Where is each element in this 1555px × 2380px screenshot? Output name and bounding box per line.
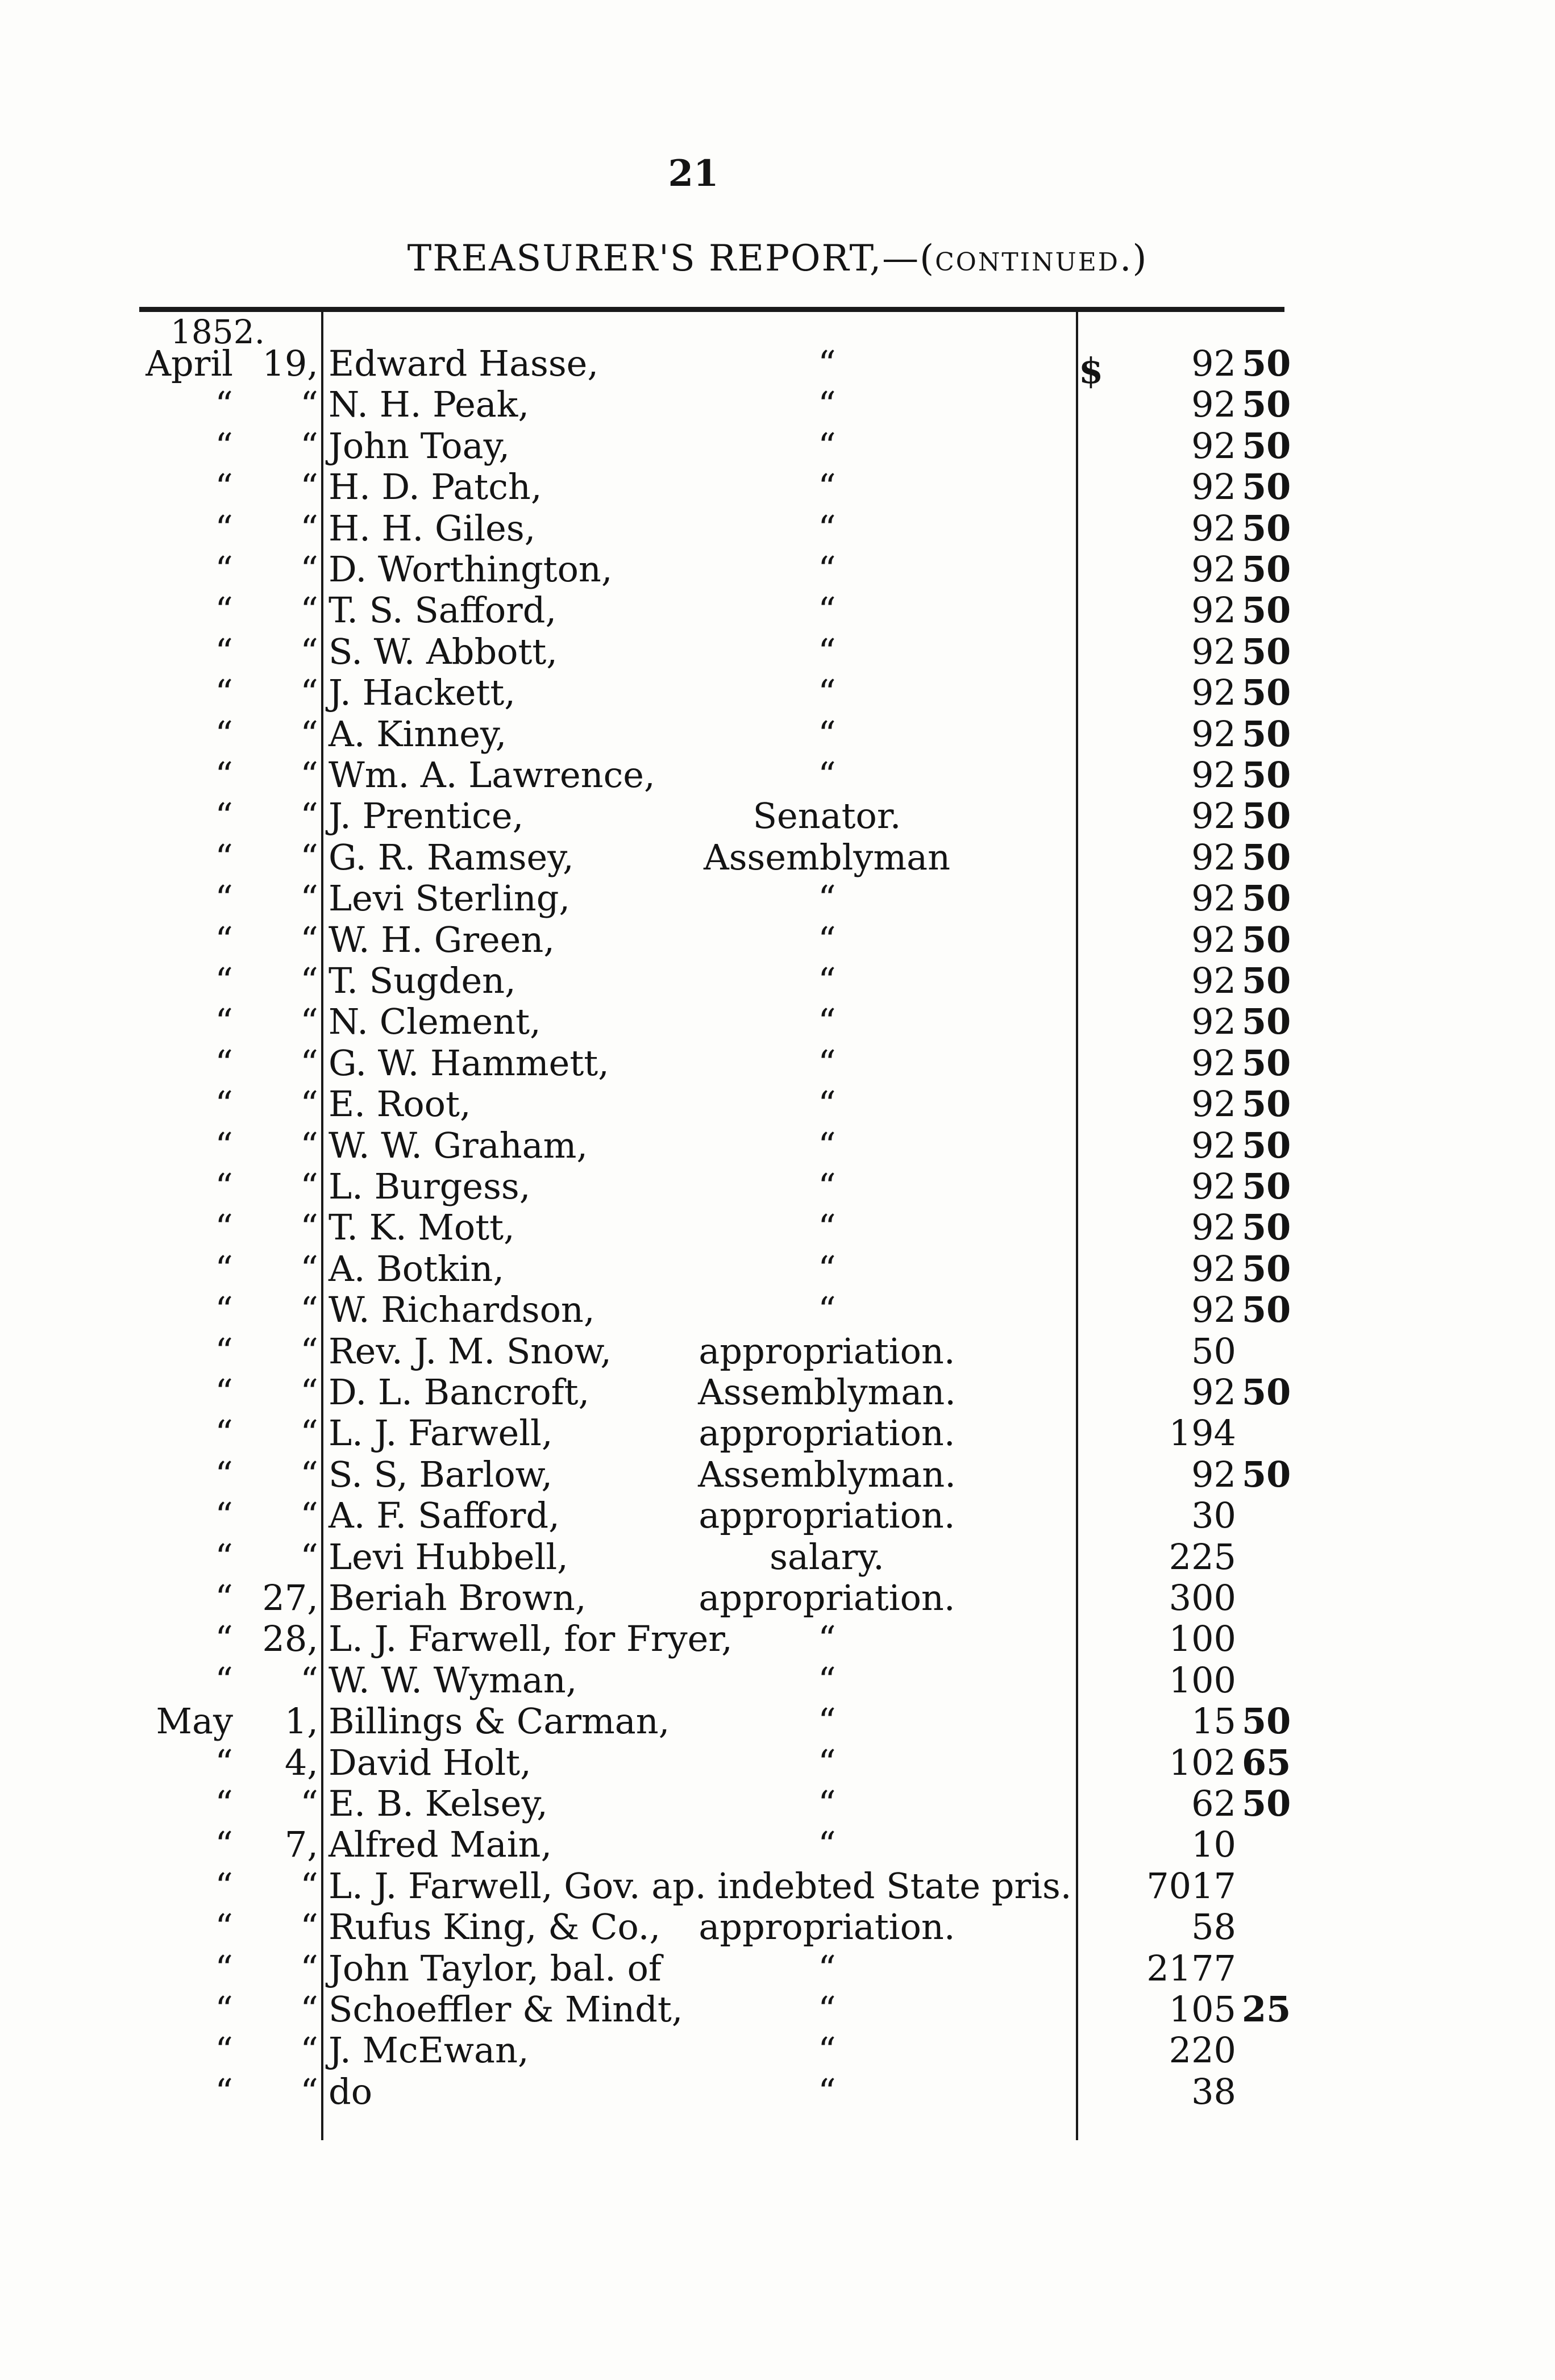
ledger-dollars: 100 <box>1169 1659 1236 1701</box>
ledger-description: “ <box>818 507 836 549</box>
ledger-description: “ <box>818 754 836 796</box>
ledger-row <box>0 1495 1555 1536</box>
ledger-day: “ <box>300 1412 318 1454</box>
ledger-dollars: 92 <box>1191 713 1236 755</box>
ledger-day: “ <box>300 1495 318 1537</box>
ledger-cents: 65 <box>1242 1741 1291 1783</box>
ledger-month: “ <box>215 1906 233 1948</box>
ledger-day: “ <box>300 836 318 878</box>
ledger-day: “ <box>300 384 318 426</box>
ledger-dollars: 62 <box>1191 1783 1236 1824</box>
ledger-payee: Levi Sterling, <box>329 877 571 919</box>
ledger-description: “ <box>818 589 836 631</box>
ledger-month: “ <box>215 1495 233 1537</box>
ledger-row <box>0 1454 1555 1495</box>
page-title-continued: CONTINUED <box>935 248 1120 277</box>
ledger-payee: Rev. J. M. Snow, <box>329 1330 612 1372</box>
ledger-cents: 50 <box>1242 1371 1291 1413</box>
ledger-payee: W. W. Wyman, <box>329 1659 577 1701</box>
ledger-day: “ <box>300 1865 318 1907</box>
ledger-dollars: 92 <box>1191 1166 1236 1207</box>
ledger-day: “ <box>300 1659 318 1701</box>
ledger-payee: John Taylor, bal. of <box>329 1947 662 1989</box>
ledger-dollars: 2177 <box>1146 1947 1236 1989</box>
ledger-row <box>0 672 1555 713</box>
ledger-month: “ <box>215 2029 233 2071</box>
ledger-month: “ <box>215 1783 233 1824</box>
ledger-description: appropriation. <box>698 1906 955 1948</box>
ledger-month: “ <box>215 1865 233 1907</box>
ledger-dollars: 92 <box>1191 466 1236 508</box>
ledger-payee: do <box>329 2070 373 2112</box>
ledger-month: May <box>156 1700 233 1742</box>
dollar-sign: $ <box>1079 350 1104 392</box>
ledger-payee: T. Sugden, <box>329 960 516 1001</box>
ledger-row <box>0 714 1555 755</box>
ledger-cents: 50 <box>1242 1001 1291 1043</box>
ledger-payee: W. Richardson, <box>329 1289 595 1331</box>
ledger-description: “ <box>818 425 836 467</box>
ledger-row <box>0 1001 1555 1042</box>
ledger-description: “ <box>818 1618 836 1660</box>
ledger-payee: A. Botkin, <box>329 1247 505 1289</box>
page-title-main: TREASURER'S REPORT,—( <box>407 238 936 280</box>
ledger-dollars: 92 <box>1191 1289 1236 1331</box>
ledger-cents: 50 <box>1242 466 1291 508</box>
ledger-row <box>0 384 1555 425</box>
ledger-dollars: 105 <box>1169 1988 1236 2030</box>
ledger-dollars: 92 <box>1191 754 1236 796</box>
ledger-month: “ <box>215 1947 233 1989</box>
ledger-description: “ <box>818 548 836 590</box>
ledger-day: “ <box>300 795 318 837</box>
ledger-month: “ <box>215 548 233 590</box>
ledger-cents: 50 <box>1242 507 1291 549</box>
ledger-dollars: 7017 <box>1146 1865 1236 1907</box>
ledger-row <box>0 837 1555 878</box>
ledger-month: “ <box>215 1247 233 1289</box>
ledger-description: “ <box>818 918 836 960</box>
ledger-payee: E. B. Kelsey, <box>329 1783 548 1824</box>
ledger-description: “ <box>818 630 836 672</box>
ledger-dollars: 300 <box>1169 1577 1236 1618</box>
ledger-month: “ <box>215 507 233 549</box>
ledger-row <box>0 1866 1555 1907</box>
ledger-month: “ <box>215 672 233 714</box>
ledger-payee: H. D. Patch, <box>329 466 542 508</box>
ledger-cents: 50 <box>1242 1166 1291 1207</box>
ledger-cents: 50 <box>1242 960 1291 1001</box>
ledger-month: “ <box>215 1124 233 1166</box>
ledger-row <box>0 919 1555 960</box>
ledger-cents: 50 <box>1242 918 1291 960</box>
ledger-day: “ <box>300 877 318 919</box>
ledger-month: “ <box>215 1577 233 1618</box>
ledger-dollars: 10 <box>1191 1824 1236 1866</box>
ledger-day: “ <box>300 1988 318 2030</box>
ledger-dollars: 92 <box>1191 1083 1236 1125</box>
ledger-cents: 50 <box>1242 343 1291 384</box>
ledger-cents: 50 <box>1242 1453 1291 1495</box>
ledger-payee: J. McEwan, <box>329 2029 529 2071</box>
ledger-day: “ <box>300 713 318 755</box>
ledger-month: April <box>145 343 233 384</box>
ledger-row <box>0 1043 1555 1084</box>
ledger-dollars: 92 <box>1191 1124 1236 1166</box>
ledger-month: “ <box>215 1536 233 1578</box>
ledger-description: “ <box>818 1289 836 1331</box>
ledger-day: “ <box>300 2070 318 2112</box>
ledger-day: “ <box>300 1330 318 1372</box>
ledger-description: Assemblyman. <box>698 1453 956 1495</box>
ledger-description: “ <box>818 1783 836 1824</box>
ledger-payee: L. J. Farwell, Gov. ap. indebted State pris. <box>329 1865 1072 1907</box>
ledger-row <box>0 1537 1555 1578</box>
ledger-day: 4, <box>284 1741 318 1783</box>
ledger-dollars: 92 <box>1191 1371 1236 1413</box>
ledger-dollars: 92 <box>1191 1247 1236 1289</box>
ledger-dollars: 92 <box>1191 877 1236 919</box>
ledger-description: Assemblyman. <box>698 1371 956 1413</box>
ledger-cents: 50 <box>1242 795 1291 837</box>
ledger-dollars: 92 <box>1191 672 1236 714</box>
ledger-month: “ <box>215 836 233 878</box>
ledger-month: “ <box>215 1412 233 1454</box>
ledger-payee: Billings & Carman, <box>329 1700 670 1742</box>
ledger-dollars: 92 <box>1191 384 1236 426</box>
ledger-dollars: 100 <box>1169 1618 1236 1660</box>
ledger-payee: David Holt, <box>329 1741 531 1783</box>
ledger-payee: J. Prentice, <box>329 795 524 837</box>
ledger-description: “ <box>818 713 836 755</box>
ledger-day: “ <box>300 754 318 796</box>
ledger-dollars: 92 <box>1191 343 1236 384</box>
ledger-day: “ <box>300 507 318 549</box>
ledger-cents: 50 <box>1242 1124 1291 1166</box>
ledger-day: “ <box>300 918 318 960</box>
ledger-month: “ <box>215 1988 233 2030</box>
ledger-payee: Wm. A. Lawrence, <box>329 754 655 796</box>
ledger-day: 19, <box>262 343 318 384</box>
ledger-payee: Edward Hasse, <box>329 343 599 384</box>
ledger-payee: A. Kinney, <box>329 713 507 755</box>
ledger-description: “ <box>818 2070 836 2112</box>
ledger-dollars: 92 <box>1191 425 1236 467</box>
ledger-day: 7, <box>284 1824 318 1866</box>
ledger-description: appropriation. <box>698 1330 955 1372</box>
ledger-description: “ <box>818 343 836 384</box>
ledger-month: “ <box>215 630 233 672</box>
ledger-payee: D. Worthington, <box>329 548 613 590</box>
ledger-day: “ <box>300 1166 318 1207</box>
ledger-payee: J. Hackett, <box>329 672 516 714</box>
ledger-day: “ <box>300 1453 318 1495</box>
ledger-dollars: 50 <box>1191 1330 1236 1372</box>
ledger-dollars: 92 <box>1191 795 1236 837</box>
ledger-row <box>0 426 1555 467</box>
ledger-row <box>0 1618 1555 1659</box>
ledger-dollars: 92 <box>1191 507 1236 549</box>
ledger-cents: 50 <box>1242 1083 1291 1125</box>
ledger-row <box>0 1742 1555 1783</box>
ledger-month: “ <box>215 1042 233 1084</box>
ledger-row <box>0 1783 1555 1824</box>
ledger-dollars: 220 <box>1169 2029 1236 2071</box>
ledger-day: “ <box>300 1289 318 1331</box>
ledger-day: “ <box>300 425 318 467</box>
ledger-month: “ <box>215 425 233 467</box>
ledger-row <box>0 1824 1555 1865</box>
ledger-description: “ <box>818 1124 836 1166</box>
ledger-row <box>0 1331 1555 1372</box>
ledger-cents: 50 <box>1242 384 1291 426</box>
ledger-cents: 50 <box>1242 589 1291 631</box>
ledger-payee: T. S. Safford, <box>329 589 557 631</box>
ledger-day: “ <box>300 1371 318 1413</box>
ledger-dollars: 92 <box>1191 589 1236 631</box>
ledger-dollars: 58 <box>1191 1906 1236 1948</box>
ledger-day: “ <box>300 589 318 631</box>
ledger-payee: N. H. Peak, <box>329 384 530 426</box>
ledger-month: “ <box>215 1289 233 1331</box>
ledger-description: “ <box>818 1659 836 1701</box>
ledger-cents: 50 <box>1242 630 1291 672</box>
ledger-description: “ <box>818 1001 836 1043</box>
ledger-description: “ <box>818 1083 836 1125</box>
ledger-row <box>0 1125 1555 1166</box>
ledger-cents: 50 <box>1242 1783 1291 1824</box>
ledger-dollars: 92 <box>1191 548 1236 590</box>
ledger-description: “ <box>818 960 836 1001</box>
ledger-day: 1, <box>284 1700 318 1742</box>
ledger-dollars: 225 <box>1169 1536 1236 1578</box>
ledger-description: Assemblyman <box>703 836 951 878</box>
ledger-month: “ <box>215 918 233 960</box>
ledger-payee: T. K. Mott, <box>329 1206 515 1249</box>
ledger-description: “ <box>818 1741 836 1783</box>
ledger-day: 28, <box>262 1618 318 1660</box>
ledger-day: “ <box>300 1124 318 1166</box>
ledger-description: appropriation. <box>698 1577 955 1618</box>
ledger-cents: 50 <box>1242 836 1291 878</box>
ledger-row <box>0 1372 1555 1413</box>
ledger-description: appropriation. <box>698 1412 955 1454</box>
ledger-payee: John Toay, <box>329 425 510 467</box>
ledger-row <box>0 508 1555 549</box>
ledger-month: “ <box>215 754 233 796</box>
ledger-row <box>0 1948 1555 1989</box>
ledger-description: “ <box>818 466 836 508</box>
ledger-month: “ <box>215 795 233 837</box>
ledger-row <box>0 1413 1555 1454</box>
ledger-cents: 50 <box>1242 754 1291 796</box>
ledger-day: “ <box>300 1001 318 1043</box>
ledger-month: “ <box>215 1083 233 1125</box>
ledger-dollars: 102 <box>1169 1741 1236 1783</box>
ledger-month: “ <box>215 384 233 426</box>
ledger-cents: 50 <box>1242 1289 1291 1331</box>
page-number: 21 <box>668 152 719 195</box>
ledger-day: “ <box>300 1206 318 1249</box>
ledger-row <box>0 590 1555 631</box>
ledger-description: “ <box>818 1247 836 1289</box>
ledger-payee: S. W. Abbott, <box>329 630 558 672</box>
ledger-day: “ <box>300 1536 318 1578</box>
ledger-month: “ <box>215 2070 233 2112</box>
ledger-cents: 50 <box>1242 1042 1291 1084</box>
ledger-description: “ <box>818 1988 836 2030</box>
ledger-payee: W. W. Graham, <box>329 1124 588 1166</box>
ledger-payee: Schoeffler & Mindt, <box>329 1988 683 2030</box>
ledger-payee: G. W. Hammett, <box>329 1042 609 1084</box>
ledger-row <box>0 549 1555 590</box>
ledger-dollars: 92 <box>1191 630 1236 672</box>
ledger-dollars: 194 <box>1169 1412 1236 1454</box>
page-title-end: .) <box>1120 238 1148 280</box>
ledger-day: “ <box>300 630 318 672</box>
ledger-dollars: 38 <box>1191 2070 1236 2112</box>
ledger-description: “ <box>818 1166 836 1207</box>
ledger-month: “ <box>215 960 233 1001</box>
ledger-payee: E. Root, <box>329 1083 471 1125</box>
ledger-cents: 50 <box>1242 1206 1291 1249</box>
ledger-payee: H. H. Giles, <box>329 507 536 549</box>
ledger-description: “ <box>818 1700 836 1742</box>
ledger-cents: 50 <box>1242 548 1291 590</box>
ledger-month: “ <box>215 589 233 631</box>
ledger-row <box>0 1701 1555 1742</box>
ledger-payee: W. H. Green, <box>329 918 555 960</box>
ledger-cents: 50 <box>1242 877 1291 919</box>
ledger-cents: 50 <box>1242 1247 1291 1289</box>
ledger-description: salary. <box>770 1536 884 1578</box>
ledger-payee: S. S, Barlow, <box>329 1453 553 1495</box>
ledger-dollars: 92 <box>1191 960 1236 1001</box>
ledger-row <box>0 1084 1555 1125</box>
ledger-dollars: 92 <box>1191 1206 1236 1249</box>
year-header: 1852. <box>171 313 265 351</box>
ledger-description: “ <box>818 1206 836 1249</box>
ledger-description: “ <box>818 672 836 714</box>
ledger-dollars: 15 <box>1191 1700 1236 1742</box>
ledger-month: “ <box>215 877 233 919</box>
ledger-month: “ <box>215 1659 233 1701</box>
ledger-cents: 50 <box>1242 713 1291 755</box>
ledger-payee: Levi Hubbell, <box>329 1536 568 1578</box>
ledger-month: “ <box>215 1206 233 1249</box>
ledger-payee: Rufus King, & Co., <box>329 1906 661 1948</box>
ledger-dollars: 92 <box>1191 1453 1236 1495</box>
ledger-day: “ <box>300 1042 318 1084</box>
ledger-day: “ <box>300 672 318 714</box>
ledger-row <box>0 796 1555 837</box>
ledger-row <box>0 2071 1555 2112</box>
ledger-row <box>0 467 1555 507</box>
ledger-cents: 50 <box>1242 672 1291 714</box>
ledger-day: “ <box>300 1906 318 1948</box>
ledger-month: “ <box>215 466 233 508</box>
ledger-payee: L. J. Farwell, for Fryer, <box>329 1618 733 1660</box>
ledger-row <box>0 1578 1555 1618</box>
ledger-description: appropriation. <box>698 1495 955 1537</box>
ledger-row <box>0 2030 1555 2071</box>
ledger-row <box>0 960 1555 1001</box>
ledger-description: “ <box>818 1824 836 1866</box>
ledger-row <box>0 1207 1555 1248</box>
ledger-row <box>0 1166 1555 1207</box>
ledger-day: 27, <box>262 1577 318 1618</box>
ledger-row <box>0 878 1555 919</box>
ledger-row <box>0 1907 1555 1948</box>
ledger-payee: L. Burgess, <box>329 1166 531 1207</box>
ledger-month: “ <box>215 1824 233 1866</box>
ledger-month: “ <box>215 1166 233 1207</box>
ledger-row <box>0 343 1555 384</box>
ledger-month: “ <box>215 1001 233 1043</box>
ledger-day: “ <box>300 1247 318 1289</box>
ledger-month: “ <box>215 1741 233 1783</box>
ledger-payee: N. Clement, <box>329 1001 541 1043</box>
ledger-payee: Alfred Main, <box>329 1824 552 1866</box>
ledger-month: “ <box>215 1371 233 1413</box>
ledger-description: “ <box>818 1042 836 1084</box>
ledger-dollars: 92 <box>1191 1001 1236 1043</box>
ledger-description: “ <box>818 2029 836 2071</box>
ledger-description: “ <box>818 1947 836 1989</box>
ledger-cents: 50 <box>1242 1700 1291 1742</box>
ledger-row <box>0 631 1555 672</box>
ledger-dollars: 30 <box>1191 1495 1236 1537</box>
ledger-description: Senator. <box>752 795 901 837</box>
ledger-row <box>0 1660 1555 1701</box>
ledger-month: “ <box>215 713 233 755</box>
ledger-day: “ <box>300 466 318 508</box>
ledger-row <box>0 1249 1555 1289</box>
ledger-row <box>0 755 1555 796</box>
ledger-dollars: 92 <box>1191 918 1236 960</box>
ledger-day: “ <box>300 1947 318 1989</box>
ledger-cents: 50 <box>1242 425 1291 467</box>
ledger-day: “ <box>300 1783 318 1824</box>
ledger-month: “ <box>215 1618 233 1660</box>
ledger-month: “ <box>215 1330 233 1372</box>
ledger-description: “ <box>818 384 836 426</box>
ledger-day: “ <box>300 960 318 1001</box>
ledger-payee: G. R. Ramsey, <box>329 836 574 878</box>
ledger-day: “ <box>300 548 318 590</box>
ledger-row <box>0 1289 1555 1330</box>
ledger-row <box>0 1989 1555 2030</box>
ledger-payee: A. F. Safford, <box>329 1495 560 1537</box>
ledger-description: “ <box>818 877 836 919</box>
ledger-payee: D. L. Bancroft, <box>329 1371 590 1413</box>
ledger-cents: 25 <box>1242 1988 1291 2030</box>
ledger-payee: Beriah Brown, <box>329 1577 587 1618</box>
ledger-dollars: 92 <box>1191 836 1236 878</box>
ledger-month: “ <box>215 1453 233 1495</box>
ledger-dollars: 92 <box>1191 1042 1236 1084</box>
ledger-day: “ <box>300 1083 318 1125</box>
ledger-payee: L. J. Farwell, <box>329 1412 553 1454</box>
ledger-day: “ <box>300 2029 318 2071</box>
